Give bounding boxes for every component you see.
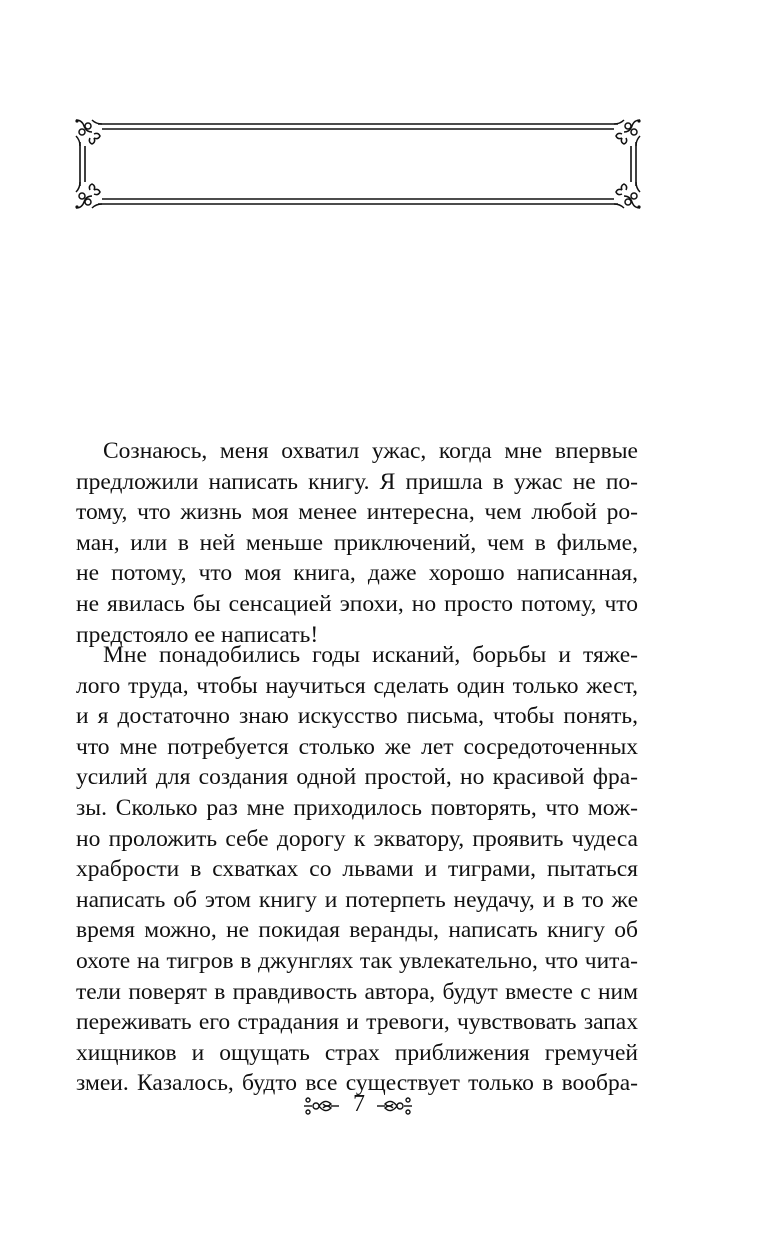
text-line: не потому, что моя книга, даже хорошо написанная, bbox=[76, 560, 638, 587]
text-line: и я достаточно знаю искусство письма, чтобы понять, bbox=[76, 703, 638, 730]
page-number: 7 bbox=[353, 1091, 365, 1117]
text-line: храбрости в схватках со львами и тиграми, пытаться bbox=[76, 856, 638, 883]
text-line: зы. Сколько раз мне приходилось повторять, что мож- bbox=[76, 794, 638, 821]
paragraph-2 bbox=[76, 640, 638, 1099]
text-line: ман, или в ней меньше приключений, чем в фильме, bbox=[76, 529, 638, 556]
text-line: змеи. Казалось, будто все существует только в вообра- bbox=[76, 1070, 638, 1097]
flourish-right-icon bbox=[374, 1094, 414, 1118]
text-line: предложили написать книгу. Я пришла в ужас не по- bbox=[76, 468, 638, 495]
text-line: переживать его страдания и тревоги, чувствовать запах bbox=[76, 1009, 638, 1036]
text-line: тому, что жизнь моя менее интересна, чем любой ро- bbox=[76, 499, 638, 526]
ornamental-frame-icon bbox=[74, 118, 642, 210]
text-line: время можно, не покидая веранды, написать книгу об bbox=[76, 917, 638, 944]
flourish-left-icon bbox=[302, 1094, 342, 1118]
text-line: не явилась бы сенсацией эпохи, но просто потому, что bbox=[76, 590, 638, 617]
text-line: охоте на тигров в джунглях так увлекательно, что чита- bbox=[76, 947, 638, 974]
text-line: предстояло ее написать! bbox=[76, 621, 319, 648]
text-line: но проложить себе дорогу к экватору, проявить чудеса bbox=[76, 825, 638, 852]
text-line: усилий для создания одной простой, но красивой фра- bbox=[76, 764, 638, 791]
text-line: написать об этом книгу и потерпеть неудачу, и в то же bbox=[76, 886, 638, 913]
text-line: Сознаюсь, меня охватил ужас, когда мне впервые bbox=[103, 438, 638, 464]
text-line: что мне потребуется столько же лет сосредоточенных bbox=[76, 733, 638, 760]
text-line: хищников и ощущать страх приближения гремучей bbox=[76, 1039, 638, 1066]
text-line: лого труда, чтобы научиться сделать один только жест, bbox=[76, 672, 638, 699]
text-line: Мне понадобились годы исканий, борьбы и тяже- bbox=[103, 642, 638, 668]
paragraph-1 bbox=[76, 436, 638, 650]
page-footer bbox=[0, 1090, 768, 1130]
text-line: тели поверят в правдивость автора, будут вместе с ним bbox=[76, 978, 638, 1005]
